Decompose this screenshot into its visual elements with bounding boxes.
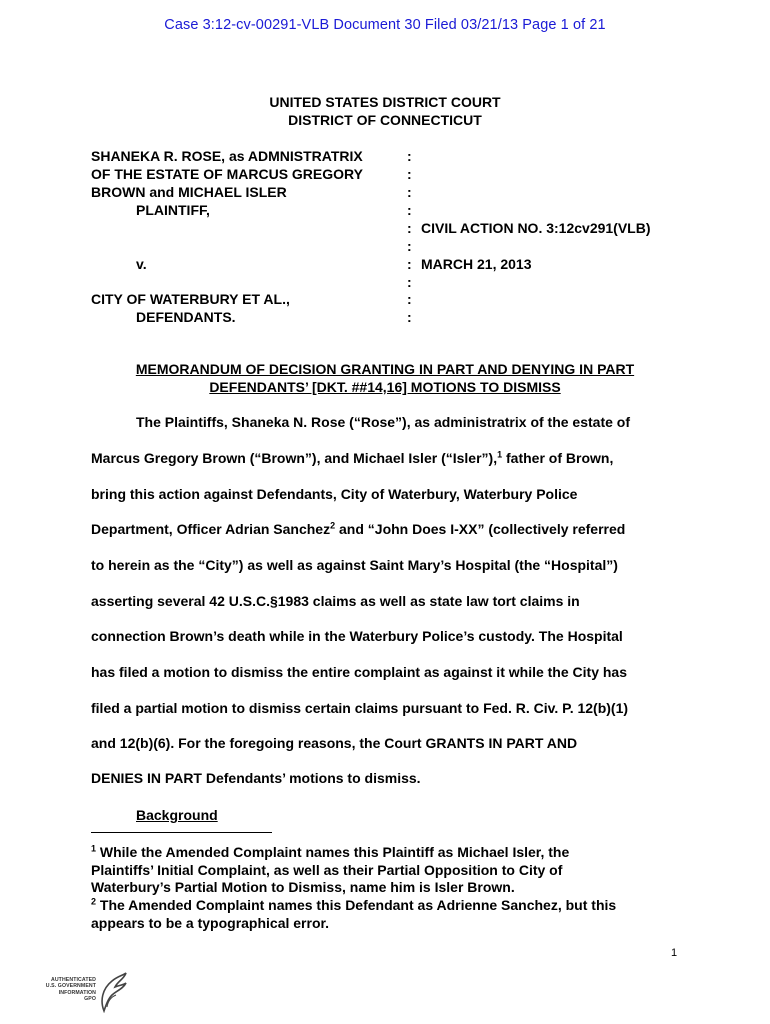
body-line: DENIES IN PART Defendants’ motions to dismiss.: [91, 770, 421, 786]
court-name: UNITED STATES DISTRICT COURT: [269, 94, 501, 110]
defendant-label: DEFENDANTS.: [136, 309, 236, 325]
footnote-2-line: appears to be a typographical error.: [91, 915, 330, 931]
case-header-stamp: Case 3:12-cv-00291-VLB Document 30 Filed 03/21/13 Page 1 of 21: [164, 17, 606, 33]
caption-colon: :: [407, 220, 412, 236]
caption-colon: :: [407, 256, 412, 272]
caption-colon: :: [407, 184, 412, 200]
footnote-ref-2[interactable]: 2: [330, 520, 336, 531]
eagle-logo-icon: [98, 971, 128, 1013]
body-line: asserting several 42 U.S.C.§1983 claims as well as state law tort claims in: [91, 593, 580, 609]
seal-text: AUTHENTICATED U.S. GOVERNMENT INFORMATION GPO: [45, 977, 96, 1003]
caption-colon: :: [407, 166, 412, 182]
body-line: Marcus Gregory Brown (“Brown”), and Michael Isler (“Isler”),$^1$ father of Brown,: [91, 449, 614, 466]
plaintiff-line: SHANEKA R. ROSE, as ADMNISTRATRIX: [91, 148, 363, 164]
memorandum-title: MEMORANDUM OF DECISION GRANTING IN PART AND DENYING IN PART: [135, 361, 635, 377]
court-district: DISTRICT OF CONNECTICUT: [288, 112, 482, 128]
footnote-2: $^2$ The Amended Complaint names this Defendant as Adrienne Sanchez, but this: [91, 896, 617, 913]
plaintiff-label: PLAINTIFF,: [136, 202, 210, 218]
footnote-1-line: Plaintiffs’ Initial Complaint, as well as their Partial Opposition to City of: [91, 862, 563, 878]
footnote-1: $^1$ While the Amended Complaint names this Plaintiff as Michael Isler, the: [91, 843, 570, 860]
caption-colon: :: [407, 148, 412, 164]
decision-date: MARCH 21, 2013: [421, 256, 532, 272]
caption-colon: :: [407, 309, 412, 325]
civil-action-number: CIVIL ACTION NO. 3:12cv291(VLB): [421, 220, 651, 236]
gpo-authentication-seal: [38, 971, 130, 1015]
footnote-separator: [91, 832, 272, 833]
plaintiff-line: BROWN and MICHAEL ISLER: [91, 184, 287, 200]
body-line: bring this action against Defendants, City of Waterbury, Waterbury Police: [91, 486, 578, 502]
caption-colon: :: [407, 202, 412, 218]
defendant-line: CITY OF WATERBURY ET AL.,: [91, 291, 290, 307]
body-line: connection Brown’s death while in the Waterbury Police’s custody. The Hospital: [91, 628, 623, 644]
versus: v.: [136, 256, 147, 272]
body-line: to herein as the “City”) as well as against Saint Mary’s Hospital (the “Hospital”): [91, 557, 618, 573]
caption-colon: :: [407, 274, 412, 290]
caption-colon: :: [407, 291, 412, 307]
caption-colon: :: [407, 238, 412, 254]
body-line: has filed a motion to dismiss the entire complaint as against it while the City has: [91, 664, 627, 680]
page-number: 1: [671, 947, 678, 959]
memorandum-subtitle: DEFENDANTS’ [DKT. ##14,16] MOTIONS TO DISMISS: [209, 379, 561, 395]
body-line: filed a partial motion to dismiss certain claims pursuant to Fed. R. Civ. P. 12(b)(1): [91, 700, 629, 716]
body-line: and 12(b)(6). For the foregoing reasons, the Court GRANTS IN PART AND: [91, 735, 578, 751]
body-line: The Plaintiffs, Shaneka N. Rose (“Rose”), as administratrix of the estate of: [136, 414, 631, 430]
body-line: Department, Officer Adrian Sanchez$^2$ and “John Does I-XX” (collectively referred: [91, 520, 626, 537]
plaintiff-line: OF THE ESTATE OF MARCUS GREGORY: [91, 166, 363, 182]
footnote-1-line: Waterbury’s Partial Motion to Dismiss, name him is Isler Brown.: [91, 879, 515, 895]
section-heading-background: Background: [136, 807, 218, 823]
footnote-ref-1[interactable]: 1: [497, 449, 503, 460]
